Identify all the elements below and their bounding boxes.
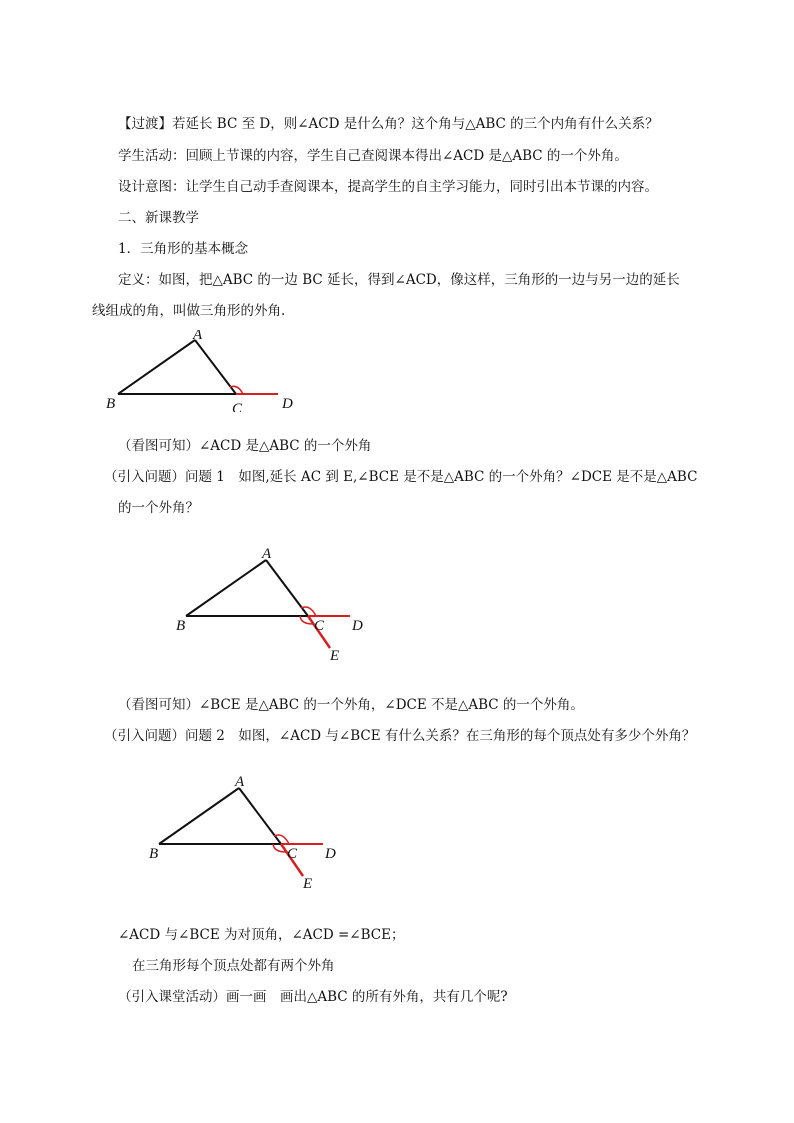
label-c: C xyxy=(314,618,325,634)
segment-ba xyxy=(118,340,195,394)
figure-1-triangle xyxy=(96,330,316,412)
design-intent-line: 设计意图：让学生自己动手查阅课本，提高学生的自主学习能力，同时引出本节课的内容。 xyxy=(118,179,658,195)
label-a: A xyxy=(262,546,272,562)
student-activity-line: 学生活动：回顾上节课的内容，学生自己查阅课本得出∠ACD 是△ABC 的一个外角。 xyxy=(118,148,628,164)
label-b: B xyxy=(149,846,159,862)
label-d: D xyxy=(325,846,336,862)
label-b: B xyxy=(106,396,116,412)
figure-2-triangle xyxy=(170,540,390,670)
observation-1: （看图可知）∠ACD 是△ABC 的一个外角 xyxy=(118,438,372,454)
question-2-line: （引入问题）问题 2 如图，∠ACD 与∠BCE 有什么关系？在三角形的每个顶点处有多少个外角？ xyxy=(104,728,696,744)
label-d: D xyxy=(352,618,363,634)
two-exterior-angles-line: 在三角形每个顶点处都有两个外角 xyxy=(132,958,335,974)
subsection-heading: 1．三角形的基本概念 xyxy=(118,241,249,257)
label-a: A xyxy=(193,330,203,343)
transition-line: 【过渡】若延长 BC 至 D，则∠ACD 是什么角？这个角与△ABC 的三个内角有什么关系？ xyxy=(118,116,659,132)
question-1-line-2: 的一个外角？ xyxy=(118,500,199,516)
activity-line: （引入课堂活动）画一画 画出△ABC 的所有外角，共有几个呢? xyxy=(118,989,508,1005)
label-c: C xyxy=(232,401,243,412)
question-1-line-1: （引入问题）问题 1 如图,延长 AC 到 E,∠BCE 是不是△ABC 的一个外角？∠DCE 是不是△ABC xyxy=(104,469,698,485)
label-a: A xyxy=(235,774,245,790)
figure-3-triangle xyxy=(143,768,363,898)
section-heading: 二、新课教学 xyxy=(118,210,199,226)
segment-ba xyxy=(186,560,266,616)
label-b: B xyxy=(176,618,186,634)
segment-ba xyxy=(159,788,239,844)
label-d: D xyxy=(282,396,293,412)
segment-ac xyxy=(195,340,236,394)
definition-line-2: 线组成的角，叫做三角形的外角. xyxy=(92,303,286,319)
label-c: C xyxy=(287,846,298,862)
vertical-angles-line: ∠ACD 与∠BCE 为对顶角，∠ACD =∠BCE； xyxy=(118,927,405,943)
label-e: E xyxy=(330,648,340,664)
definition-line-1: 定义：如图，把△ABC 的一边 BC 延长，得到∠ACD，像这样，三角形的一边与另一边的延长 xyxy=(118,272,680,288)
observation-2: （看图可知）∠BCE 是△ABC 的一个外角，∠DCE 不是△ABC 的一个外角。 xyxy=(118,697,584,713)
label-e: E xyxy=(303,876,313,892)
